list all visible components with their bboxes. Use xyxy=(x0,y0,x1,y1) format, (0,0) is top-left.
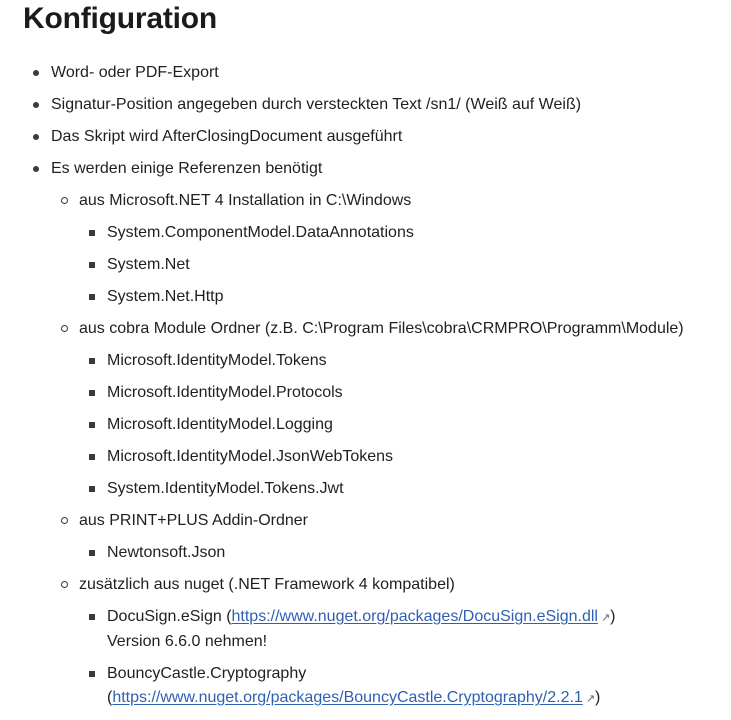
package-name: BouncyCastle.Cryptography xyxy=(107,665,307,682)
bullet-disc-icon xyxy=(33,70,39,76)
list-item-references xyxy=(33,153,731,715)
bullet-circle-icon xyxy=(61,581,68,588)
net-items xyxy=(89,217,731,313)
paren-close: ) xyxy=(610,608,616,625)
bullet-square-icon xyxy=(89,454,95,460)
list-item xyxy=(89,281,731,313)
bullet-square-icon xyxy=(89,294,95,300)
version-note: Version 6.6.0 nehmen! xyxy=(107,633,268,650)
paren-open: ( xyxy=(107,689,113,706)
bullet-circle-icon xyxy=(61,325,68,332)
group-cobra xyxy=(61,313,731,505)
references-sublist xyxy=(61,185,731,715)
group-label: zusätzlich aus nuget (.NET Framework 4 kompatibel) xyxy=(79,576,455,593)
bullet-square-icon xyxy=(89,262,95,268)
group-label: aus Microsoft.NET 4 Installation in C:\Windows xyxy=(79,192,412,209)
bullet-disc-icon xyxy=(33,102,39,108)
list-item xyxy=(89,377,731,409)
list-item-text: Es werden einige Referenzen benötigt xyxy=(51,160,323,177)
external-link-icon: ↗ xyxy=(600,612,611,624)
external-link-icon: ↗ xyxy=(585,693,596,705)
bullet-disc-icon xyxy=(33,134,39,140)
bullet-square-icon xyxy=(89,230,95,236)
list-item xyxy=(33,89,731,121)
list-item xyxy=(89,537,731,569)
assembly-name: Microsoft.IdentityModel.JsonWebTokens xyxy=(107,448,394,465)
cobra-items xyxy=(89,345,731,505)
list-item xyxy=(33,121,731,153)
list-item-text: Word- oder PDF-Export xyxy=(51,64,219,81)
list-item xyxy=(89,217,731,249)
list-item-text: Signatur-Position angegeben durch versteckten Text /sn1/ (Weiß auf Weiß) xyxy=(51,96,582,113)
assembly-name: System.Net.Http xyxy=(107,288,224,305)
list-item xyxy=(89,441,731,473)
list-item xyxy=(89,409,731,441)
assembly-name: Microsoft.IdentityModel.Protocols xyxy=(107,384,343,401)
list-item xyxy=(89,345,731,377)
bullet-square-icon xyxy=(89,422,95,428)
bullet-circle-icon xyxy=(61,197,68,204)
assembly-name: System.ComponentModel.DataAnnotations xyxy=(107,224,414,241)
bullet-circle-icon xyxy=(61,517,68,524)
assembly-name: Microsoft.IdentityModel.Tokens xyxy=(107,352,327,369)
list-item xyxy=(89,249,731,281)
paren-close: ) xyxy=(595,689,601,706)
list-item xyxy=(33,57,731,89)
bullet-square-icon xyxy=(89,550,95,556)
assembly-name: Newtonsoft.Json xyxy=(107,544,226,561)
docusign-link[interactable]: https://www.nuget.org/packages/DocuSign.eSign.dll xyxy=(231,608,598,625)
list-item-text: Das Skript wird AfterClosingDocument ausgeführt xyxy=(51,128,403,145)
bullet-square-icon xyxy=(89,671,95,677)
list-item-docusign xyxy=(89,601,731,658)
page-title: Konfiguration xyxy=(23,2,218,35)
group-label: aus PRINT+PLUS Addin-Ordner xyxy=(79,512,308,529)
assembly-name: System.Net xyxy=(107,256,190,273)
group-label: aus cobra Module Ordner (z.B. C:\Program Files\cobra\CRMPRO\Programm\Module) xyxy=(79,320,684,337)
assembly-name: Microsoft.IdentityModel.Logging xyxy=(107,416,333,433)
config-list xyxy=(33,57,731,715)
list-item xyxy=(89,473,731,505)
bullet-disc-icon xyxy=(33,166,39,172)
printplus-items xyxy=(89,537,731,569)
bullet-square-icon xyxy=(89,486,95,492)
nuget-items xyxy=(89,601,731,715)
group-net xyxy=(61,185,731,313)
assembly-name: System.IdentityModel.Tokens.Jwt xyxy=(107,480,344,497)
bullet-square-icon xyxy=(89,390,95,396)
group-nuget xyxy=(61,569,731,715)
bullet-square-icon xyxy=(89,358,95,364)
package-name: DocuSign.eSign ( xyxy=(107,608,232,625)
bouncycastle-link[interactable]: https://www.nuget.org/packages/BouncyCastle.Cryptography/2.2.1 xyxy=(112,689,583,706)
group-printplus xyxy=(61,505,731,569)
bullet-square-icon xyxy=(89,614,95,620)
list-item-bouncycastle xyxy=(89,658,731,715)
